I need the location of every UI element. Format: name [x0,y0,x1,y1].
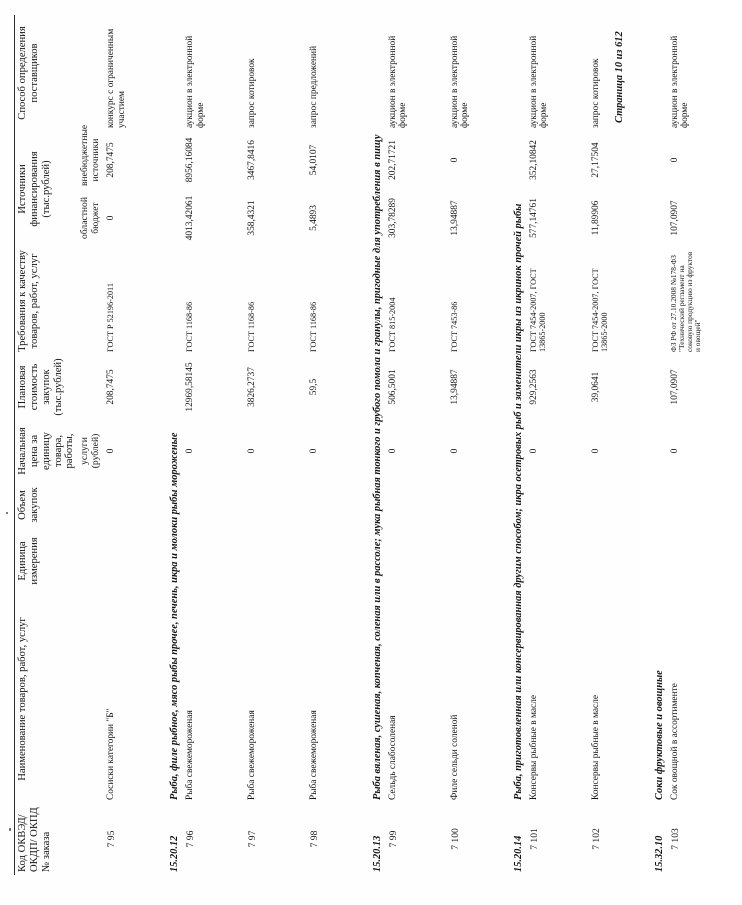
section-code: 15.20.13 [371,835,383,872]
row-number: 7 97 [246,830,258,848]
row-total-cost: 3826,2737 [246,367,257,407]
col-header-funding: Источники финансирования (тыс.рублей) [15,131,79,247]
row-regional: 11,89906 [590,200,601,236]
row-extrabudget: 8956,16084 [184,137,195,183]
row-regional: 4013,42061 [184,195,195,241]
row-extrabudget: 27,17504 [590,142,601,178]
row-start-price: 0 [669,448,680,454]
row-name: Сельдь слабосоленая [387,715,398,800]
row-method: аукцион в электронной форме [669,35,691,128]
row-method: запрос предложений [308,45,319,128]
row-regional: 0 [105,215,116,221]
row-regional: 13,94887 [449,200,460,236]
col-header-method: Способ определения поставщиков [15,15,79,131]
table-row [448,15,510,875]
row-quality: ГОСТ 1168-86 [246,301,256,352]
section-row [651,15,668,875]
row-total-cost: 208,7475 [105,369,116,405]
row-quality: ГОСТ Р 52196-2011 [105,283,115,352]
section-title: Рыба, приготовленная или консервированная другим способом; икра осетровых рыб и заменители икры из икринок прочей рыбы [512,203,524,800]
row-method: запрос котировок [246,58,257,128]
row-total-cost: 929,2563 [528,369,539,405]
section-code: 15.20.12 [168,835,180,872]
row-regional: 358,4321 [246,200,257,236]
row-extrabudget: 54,0107 [308,144,319,176]
row-quality: ГОСТ 1168-86 [308,301,318,352]
row-total-cost: 12969,58145 [184,362,195,412]
row-quality: ГОСТ 7453-86 [449,301,459,352]
row-total-cost: 506,5001 [387,369,398,405]
row-number: 7 100 [449,828,461,850]
page-number: Страница 10 из 612 [614,31,625,123]
scan-speck [6,512,8,514]
table-header [15,15,104,875]
row-name: Сосиски категории "Б" [105,708,116,800]
col-header-quality: Требования к качеству товаров, работ, услуг [15,247,79,355]
table-row [668,15,742,875]
row-start-price: 0 [308,448,319,454]
row-number: 7 98 [308,830,320,848]
col-header-volume: Объем закупок [15,483,79,527]
section-row [166,15,183,875]
table-row [245,15,307,875]
table-row [527,15,589,875]
row-number: 7 103 [669,828,681,850]
row-quality: ГОСТ 1168-86 [184,301,194,352]
row-extrabudget: 0 [449,157,460,163]
table-row [104,15,166,875]
row-name: Рыба свежемороженая [308,710,319,800]
table-row [307,15,369,875]
row-method: аукцион в электронной форме [387,35,409,128]
row-total-cost: 39,0641 [590,371,601,403]
row-number: 7 102 [590,828,602,850]
col-header-name: Наименование товаров, работ, услуг [15,595,79,803]
row-extrabudget: 0 [669,157,680,163]
row-name: Рыба свежемороженая [246,710,257,800]
row-regional: 303,78289 [387,198,398,238]
col-subheader-services: услуги (рублей) [79,433,102,469]
row-number: 7 101 [528,828,540,850]
row-start-price: 0 [246,448,257,454]
row-quality: ФЗ РФ от 27.10.2008 №178-ФЗ "Технический регламент на соковую продукцию из фруктов и овощей" [668,251,703,352]
row-method: аукцион в электронной форме [184,35,206,128]
section-title: Рыба вяленая, сушеная, копченая, соленая или в рассоле; мука рыбная тонкого и грубого помола и гранулы, пригодные для употребления в пищу [371,134,383,800]
row-start-price: 0 [105,448,116,454]
row-method: конкурс с ограниченным участием [105,28,127,128]
row-total-cost: 107,0907 [669,369,680,405]
row-start-price: 0 [387,448,398,454]
row-regional: 107,0907 [669,200,680,236]
row-quality: ГОСТ 815-2004 [387,297,397,352]
row-method: запрос котировок [590,58,601,128]
section-code: 15.20.14 [512,835,524,872]
scan-speck [9,828,11,831]
row-total-cost: 59,5 [308,378,319,396]
row-method: аукцион в электронной форме [528,35,550,128]
row-method: аукцион в электронной форме [449,35,471,128]
row-regional: 577,14761 [528,198,539,238]
row-quality: ГОСТ 7454-2007, ГОСТ 13865-2000 [528,268,548,352]
row-extrabudget: 208,7475 [105,142,116,178]
section-code: 15.32.10 [653,835,665,872]
row-start-price: 0 [590,448,601,454]
table-row [589,15,651,875]
row-start-price: 0 [528,448,539,454]
row-quality: ГОСТ 7454-2007, ГОСТ 13865-2000 [590,268,610,352]
col-header-code: Код ОКВЭД/ ОКДП/ ОКПД № заказа [15,803,79,875]
section-title: Рыба, филе рыбное, мясо рыбы прочее, печень, икра и молоки рыбы мороженые [168,432,180,800]
row-number: 7 96 [184,830,196,848]
row-extrabudget: 352,10842 [528,140,539,180]
table-row [183,15,245,875]
col-header-unit: Единица измерения [15,527,79,595]
row-name: Сок овощной в ассортименте [669,683,680,800]
row-name: Консервы рыбные в масле [590,694,601,800]
col-subheader-extrabudget: внебюджетные источники [79,124,102,186]
section-row [510,15,527,875]
row-number: 7 95 [105,830,117,848]
col-subheader-regional: областной бюджет [79,197,102,240]
col-header-total-cost: Плановая стоимость закупок (тыс.рублей) [15,355,79,419]
section-title: Соки фруктовые и овощные [653,670,665,800]
col-header-start-price: Начальная цена за единицу товара, работы, [15,419,79,483]
row-number: 7 99 [387,830,399,848]
row-extrabudget: 202,71721 [387,140,398,180]
row-extrabudget: 3467,8416 [246,140,257,180]
row-start-price: 0 [449,448,460,454]
row-start-price: 0 [184,448,195,454]
section-row [369,15,386,875]
table-row [386,15,448,875]
row-name: Консервы рыбные в масле [528,694,539,800]
row-total-cost: 13,94887 [449,369,460,405]
row-name: Рыба свежемороженая [184,710,195,800]
procurement-table [14,15,742,875]
row-name: Филе сельди соленой [449,714,460,800]
row-regional: 5,4893 [308,205,319,231]
